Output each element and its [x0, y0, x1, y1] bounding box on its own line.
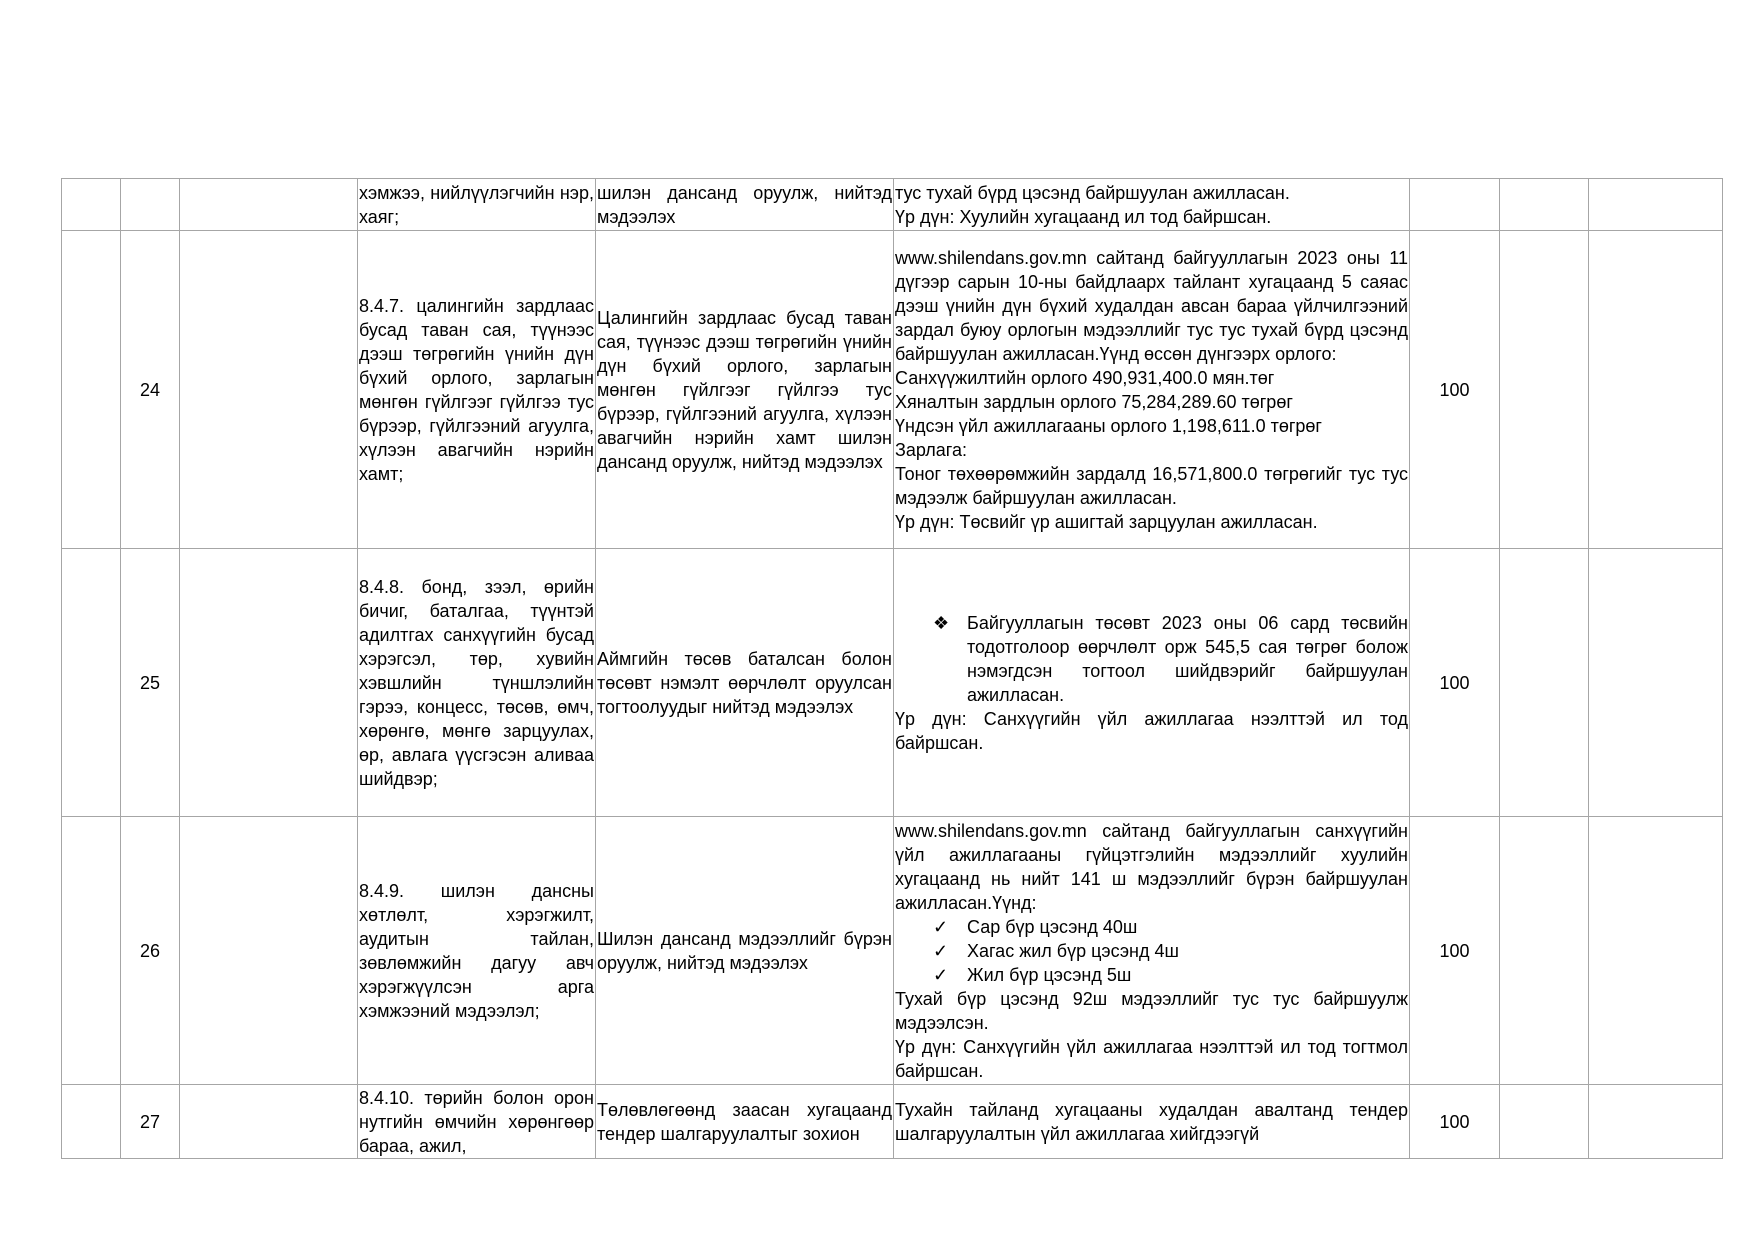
result-line: Тухай бүр цэсэнд 92ш мэдээллийг тус тус байршуулж мэдээлсэн. — [895, 988, 1408, 1033]
criterion-cell: 8.4.7. цалингийн зардлаас бусад таван сая, түүнээс дээш төгрөгийн үнийн дүн бүхий орлого, зарлагын мөнгөн гүйлгээг гүйлгээ тус бүрээр, гүйлгээний агуулга, хүлээн авагчийн нэрийн хамт; — [358, 231, 596, 549]
criterion-cell: 8.4.9. шилэн дансны хөтлөлт, хэрэгжилт, аудитын тайлан, зөвлөмжийн дагуу авч хэрэгжүүлсэн арга хэмжээний мэдээлэл; — [358, 817, 596, 1085]
result-line: Хяналтын зардлын орлого 75,284,289.60 төгрөг — [895, 391, 1293, 412]
row-number: 25 — [121, 549, 180, 817]
result-line: Үр дүн: Санхүүгийн үйл ажиллагаа нээлттэй ил тод байршсан. — [895, 708, 1408, 753]
result-check-item — [895, 963, 1408, 987]
row-number: 24 — [121, 231, 180, 549]
criterion-cell: хэмжээ, нийлүүлэгчийн нэр, хаяг; — [358, 179, 596, 231]
checkmark-icon: ✓ — [933, 964, 949, 985]
checkmark-icon: ✓ — [933, 940, 949, 961]
result-line: Тоног төхөөрөмжийн зардалд 16,571,800.0 төгрөгийг тус тус мэдээлж байршуулан ажилласан. — [895, 463, 1408, 508]
row-number: 27 — [121, 1085, 180, 1159]
row-number — [121, 179, 180, 231]
requirement-cell: Төлөвлөгөөнд заасан хугацаанд тендер шалгаруулалтыг зохион — [596, 1085, 894, 1159]
blank-cell — [1500, 1085, 1589, 1159]
diamond-bullet-icon: ❖ — [933, 612, 950, 633]
result-line: www.shilendans.gov.mn сайтанд байгууллагын 2023 оны 11 дүгээр сарын 10-ны байдлаарх тайлант хугацаанд 5 саяас дээш үнийн дүн бүхий худалдан авсан бараа үйлчилгээний зардал буюу орлогын мэдээллийг тус тус тухай бүрд цэсэнд байршуулан ажилласан.Үүнд өссөн дүнгээрх орлого: — [895, 247, 1408, 364]
criterion-cell: 8.4.8. бонд, зээл, өрийн бичиг, баталгаа, түүнтэй адилтгах санхүүгийн бусад хэрэгсэл, төр, хувийн хэвшлийн түншлэлийн гэрээ, концесс, төсөв, өмч, хөрөнгө, мөнгө зарцуулах, өр, авлага үүсгэсэн аливаа шийдвэр; — [358, 549, 596, 817]
blank-cell — [180, 1085, 358, 1159]
index-cell — [62, 1085, 121, 1159]
index-cell — [62, 231, 121, 549]
result-check-item — [895, 915, 1408, 939]
blank-cell — [1589, 817, 1723, 1085]
result-cell — [894, 179, 1410, 231]
result-line: Үр дүн: Санхүүгийн үйл ажиллагаа нээлттэй ил тод тогтмол байршсан. — [895, 1036, 1408, 1081]
blank-cell — [1500, 817, 1589, 1085]
row-number: 26 — [121, 817, 180, 1085]
blank-cell — [180, 549, 358, 817]
result-check-item — [895, 939, 1408, 963]
table-row — [62, 817, 1723, 1085]
result-line: Санхүүжилтийн орлого 490,931,400.0 мян.төг — [895, 367, 1275, 388]
requirement-cell: Цалингийн зардлаас бусад таван сая, түүнээс дээш төгрөгийн үнийн дүн бүхий орлого, зарлагын мөнгөн гүйлгээг гүйлгээ тус бүрээр, гүйлгээний агуулга, хүлээн авагчийн нэрийн хамт шилэн дансанд оруулж, нийтэд мэдээлэх — [596, 231, 894, 549]
result-line: Үр дүн: Төсвийг үр ашигтай зарцуулан ажилласан. — [895, 511, 1318, 532]
result-bullet-text: Байгууллагын төсөвт 2023 оны 06 сард төсвийн тодотголоор өөрчлөлт орж 545,5 сая төгрөг болож нэмэгдсэн тогтоол шийдвэрийг байршуулан ажилласан. — [967, 612, 1408, 705]
blank-cell — [1589, 1085, 1723, 1159]
table-row — [62, 179, 1723, 231]
score-cell: 100 — [1410, 549, 1500, 817]
result-cell — [894, 231, 1410, 549]
blank-cell — [1500, 549, 1589, 817]
result-line: тус тухай бүрд цэсэнд байршуулан ажилласан. — [895, 182, 1290, 203]
table-row — [62, 549, 1723, 817]
blank-cell — [1500, 179, 1589, 231]
result-line: www.shilendans.gov.mn сайтанд байгууллагын санхүүгийн үйл ажиллагааны гүйцэтгэлийн мэдээллийг хуулийн хугацаанд нь нийт 141 ш мэдээллийг бүрэн байршуулан ажилласан.Үүнд: — [895, 820, 1408, 913]
blank-cell — [1589, 231, 1723, 549]
index-cell — [62, 179, 121, 231]
blank-cell — [180, 179, 358, 231]
blank-cell — [1500, 231, 1589, 549]
result-cell — [894, 549, 1410, 817]
result-line: Тухайн тайланд хугацааны худалдан авалтанд тендер шалгаруулалтын үйл ажиллагаа хийгдээгүй — [895, 1099, 1408, 1144]
requirement-cell: Аймгийн төсөв баталсан болон төсөвт нэмэлт өөрчлөлт оруулсан тогтоолуудыг нийтэд мэдээлэх — [596, 549, 894, 817]
requirement-cell: Шилэн дансанд мэдээллийг бүрэн оруулж, нийтэд мэдээлэх — [596, 817, 894, 1085]
blank-cell — [180, 817, 358, 1085]
blank-cell — [180, 231, 358, 549]
checkmark-icon: ✓ — [933, 916, 949, 937]
index-cell — [62, 817, 121, 1085]
criterion-cell: 8.4.10. төрийн болон орон нутгийн өмчийн хөрөнгөөр бараа, ажил, — [358, 1085, 596, 1159]
result-line: Үндсэн үйл ажиллагааны орлого 1,198,611.0 төгрөг — [895, 415, 1322, 436]
score-cell: 100 — [1410, 1085, 1500, 1159]
result-check-text: Хагас жил бүр цэсэнд 4ш — [967, 940, 1179, 961]
blank-cell — [1589, 549, 1723, 817]
result-cell — [894, 817, 1410, 1085]
result-check-text: Жил бүр цэсэнд 5ш — [967, 964, 1132, 985]
requirement-cell: шилэн дансанд оруулж, нийтэд мэдээлэх — [596, 179, 894, 231]
blank-cell — [1589, 179, 1723, 231]
result-line: Зарлага: — [895, 439, 967, 460]
score-cell: 100 — [1410, 231, 1500, 549]
result-cell — [894, 1085, 1410, 1159]
result-check-text: Сар бүр цэсэнд 40ш — [967, 916, 1138, 937]
report-table — [61, 178, 1723, 1159]
table-row — [62, 1085, 1723, 1159]
table-row — [62, 231, 1723, 549]
index-cell — [62, 549, 121, 817]
result-bullet — [895, 611, 1408, 707]
score-cell: 100 — [1410, 817, 1500, 1085]
result-line: Үр дүн: Хуулийн хугацаанд ил тод байршсан. — [895, 206, 1272, 227]
score-cell — [1410, 179, 1500, 231]
